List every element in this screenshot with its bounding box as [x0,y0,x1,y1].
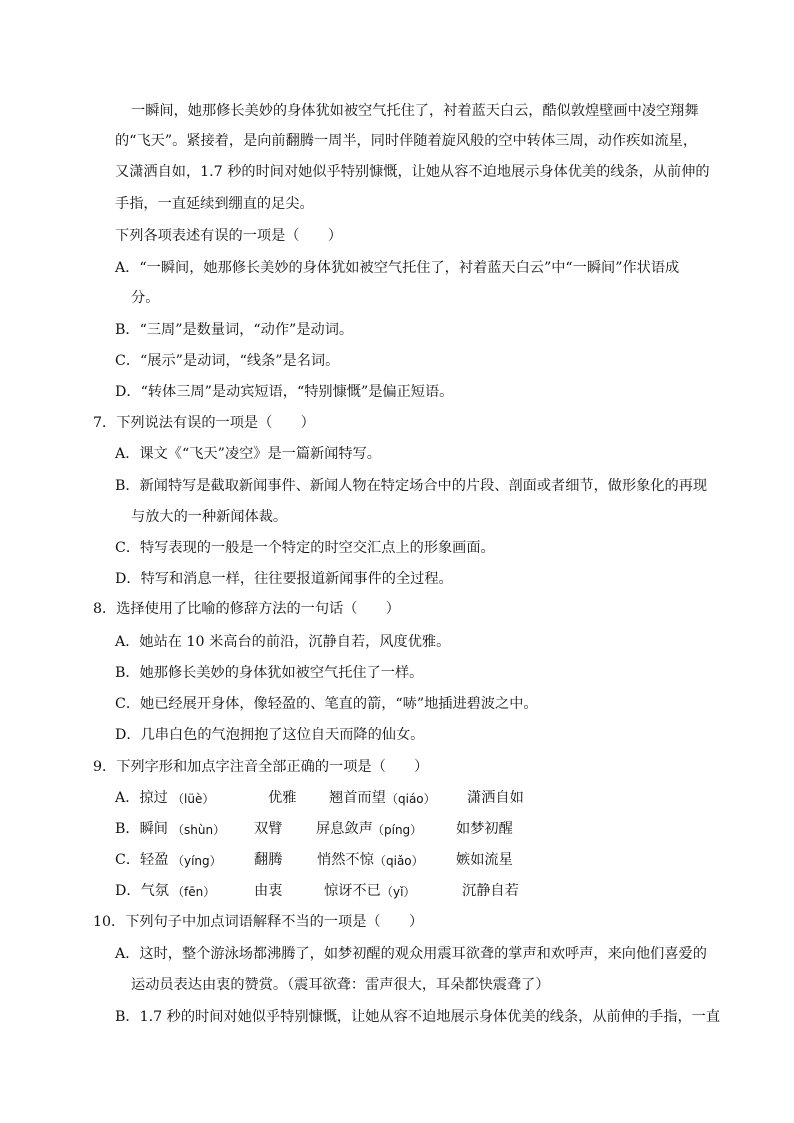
q8-option-a: A．她站在 10 米高台的前沿，沉静自若，风度优雅。 [115,634,451,650]
q9-option-a-word3: 翘首而望 [329,790,386,806]
q9-option-b-label: B．瞬间 [115,821,168,837]
passage-line-1: 一瞬间，她那修长美妙的身体犹如被空气托住了，衬着蓝天白云，酷似敦煌壁画中凌空翔舞 [131,103,699,119]
q9-option-a-word2: 优雅 [268,790,297,806]
q6-option-a-line2: 分。 [131,290,160,306]
q7-option-c: C．特写表现的一般是一个特定的时空交汇点上的形象画面。 [115,540,495,556]
q9-option-b-pinyin3: （píng） [372,823,423,837]
q7-option-a: A．课文《“飞天”凌空》是一篇新闻特写。 [115,446,381,462]
q9-option-c-pinyin1: （yíng） [172,854,222,868]
q9-stem: 9．下列字形和加点字注音全部正确的一项是（ ） [93,759,429,775]
q9-option-a-label: A．掠过 [115,790,168,806]
passage-line-2: 的“飞天”。紧接着，是向前翻腾一周半，同时伴随着旋风般的空中转体三周，动作疾如流星， [115,133,698,149]
q7-option-b-line2: 与放大的一种新闻体裁。 [131,509,288,525]
q6-stem: 下列各项表述有误的一项是（ ） [115,228,343,244]
q8-option-b: B．她那修长美妙的身体犹如被空气托住了一样。 [115,665,424,681]
q9-option-a-pinyin1: （lüè） [172,792,215,806]
q6-option-c: C．“展示”是动词，“线条”是名词。 [115,353,340,369]
q9-option-b-word3: 屏息敛声 [316,821,373,837]
q9-option-d-word2: 由衷 [254,883,283,899]
q6-option-a-line1: A．“一瞬间，她那修长美妙的身体犹如被空气托住了，衬着蓝天白云”中“一瞬间”作状语成 [115,260,680,276]
passage-line-3: 又潇洒自如，1.7 秒的时间对她似乎特别慷慨，让她从容不迫地展示身体优美的线条，从前伸的 [115,164,710,180]
q9-option-d-pinyin3: （yǐ） [381,885,416,899]
q9-option-a-pinyin3: （qiáo） [386,792,436,806]
passage-line-4: 手指，一直延续到绷直的足尖。 [115,196,314,212]
q10-option-a-line2: 运动员表达由衷的赞赏。（震耳欲聋：雷声很大，耳朵都快震聋了） [131,977,550,993]
q9-option-c-word4: 嫉如流星 [456,852,513,868]
q7-stem: 7．下列说法有误的一项是（ ） [93,415,315,431]
q9-option-a-word4: 潇洒自如 [467,790,524,806]
q9-option-c-label: C．轻盈 [115,852,169,868]
q7-option-b-line1: B．新闻特写是截取新闻事件、新闻人物在特定场合中的片段、剖面或者细节，做形象化的再现 [115,478,708,494]
q7-option-d: D．特写和消息一样，往往要报道新闻事件的全过程。 [115,571,453,587]
q8-stem: 8．选择使用了比喻的修辞方法的一句话（ ） [93,601,400,617]
q9-option-d-word3: 惊讶不已 [324,883,381,899]
q6-option-d: D．“转体三周”是动宾短语，“特别慷慨”是偏正短语。 [115,384,454,400]
q9-option-d-word4: 沉静自若 [462,883,519,899]
q9-option-d-label: D．气氛 [115,883,169,899]
q9-option-d-pinyin1: （fēn） [172,885,216,899]
q9-option-c-word3: 悄然不惊 [317,852,374,868]
q9-option-c-word2: 翻腾 [254,852,283,868]
q6-option-b: B．“三周”是数量词，“动作”是动词。 [115,322,354,338]
q8-option-d: D．几串白色的气泡拥抱了这位自天而降的仙女。 [115,727,425,743]
q9-option-b-pinyin1: （shùn） [172,823,226,837]
q10-stem: 10．下列句子中加点词语解释不当的一项是（ ） [93,914,424,930]
q10-option-a-line1: A．这时，整个游泳场都沸腾了，如梦初醒的观众用震耳欲聋的掌声和欢呼声，来向他们喜爱的 [115,946,707,962]
q8-option-c: C．她已经展开身体，像轻盈的、笔直的箭，“哧”地插进碧波之中。 [115,696,538,712]
q9-option-c-pinyin3: （qiǎo） [374,854,424,868]
q9-option-b-word2: 双臂 [254,821,283,837]
q9-option-b-word4: 如梦初醒 [456,821,513,837]
q10-option-b-line1: B．1.7 秒的时间对她似乎特别慷慨，让她从容不迫地展示身体优美的线条，从前伸的手指，一直 [115,1009,721,1025]
